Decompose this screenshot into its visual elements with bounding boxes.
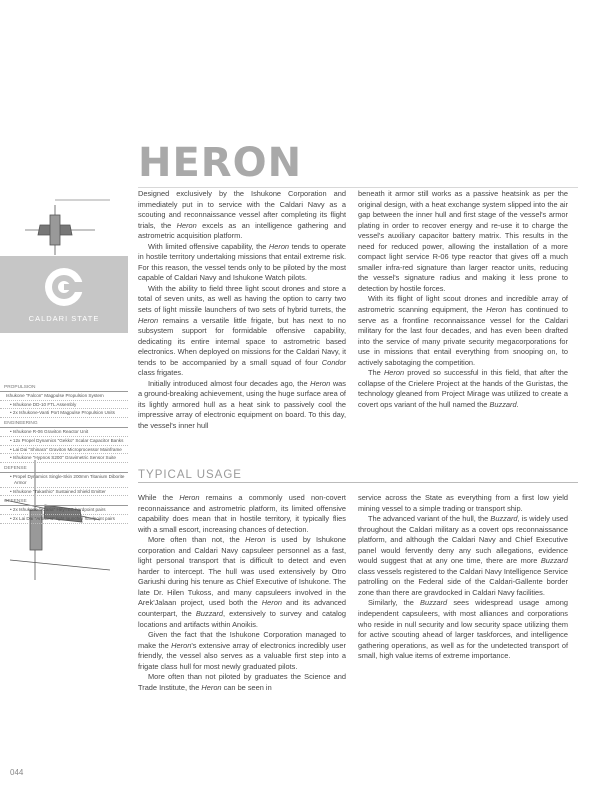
sidebar-section-heading: ENGINEERING — [0, 421, 128, 428]
sidebar-spec-item: • Ishukone "Hypnos S200" Gravimetric Sensor Suite — [0, 454, 128, 463]
sidebar-spec-item: • 2x Ishukone-Vanti Port Magpulse Propulsion Units — [0, 409, 128, 418]
intro-column-right — [358, 189, 568, 410]
paragraph: Similarly, the Buzzard sees widespread usage among independent capsuleers, with most alliances and corporations who reside in null security and low security space utilizing them for active scouting ahead of larger taskforces, and intelligence gathering operations, as well as for the undetected transport of small, high value items of extreme importance. — [358, 598, 568, 661]
paragraph: While the Heron remains a commonly used non-covert reconnaissance and astrometric platform, its limited offensive capability does mean that in hostile territory, it typically flies with a small escort, increasing chances of detection. — [138, 493, 346, 534]
usage-column-right — [358, 493, 568, 662]
heron-top-view — [25, 200, 110, 255]
paragraph: Initially introduced almost four decades ago, the Heron was a ground-breaking achievement, using the huge surface area of its lightly armored hull as a heat sink to passively cool the impressive array of electronic equipment on board. To this day, the vessel's inner hull — [138, 378, 346, 431]
faction-label: CALDARI STATE — [28, 314, 100, 323]
intro-column-left — [138, 189, 346, 432]
paragraph: beneath it armor still works as a passive heatsink as per the original design, with a heat exchange system slipped into the air gap between the inner hull and first stage of the vessel's armor plating in order to recover energy and re-use it to charge the vessel's auxiliary capacitor battery matrix. This results in the need for reduced power, allowing the installation of a more compact light service R-06 type reactor that gives off a much smaller infra-red signature than larger reactor units, reducing the vessel's signature radius and making it less prone to detection by hostile forces. — [358, 189, 568, 293]
sidebar-spec-item: • Ishukone R-06 Graviton Reactor Unit — [0, 428, 128, 437]
paragraph: More often than not, the Heron is used by Ishukone corporation and Caldari Navy capsuleer personnel as a fast, light personal transport that is difficult to detect and even harder to intercept. The hull was used extensively by Otro Gariushi during his tenure as Chief Executive of Ishukone. The late Dr. Hilen Tukoss, and many capsuleers involved in the Arek'Jalaan project, used both the Heron and its advanced counterpart, the Buzzard, extensively to survey and catalog locations and artifacts within Anoikis. — [138, 535, 347, 629]
paragraph: service across the State as everything from a first low yield mining vessel to a simple trading or transport ship. — [358, 493, 568, 513]
sidebar-spec-item: • Ishukone "Takashio" Sustained Shield Emitter — [0, 488, 128, 497]
usage-column-left — [138, 493, 346, 693]
sidebar-spec-item: • Lai Dai "Shinara" Graviton Microprocessor Mainframe — [0, 446, 128, 455]
paragraph: Designed exclusively by the Ishukone Corporation and immediately put in to service with the Caldari Navy as a scouting and reconnaissance vessel after completing its flight trials, the Heron excels as an intelligence gathering and astrometric acquisition platform. — [138, 189, 346, 241]
page-title: HERON — [138, 140, 303, 186]
paragraph: More often than not piloted by graduates the Science and Trade Institute, the Heron can be seen in — [138, 672, 346, 692]
sidebar-spec-item: • Propel Dynamics Single-Skin 200mm Titanium Diborite Armor — [0, 473, 128, 488]
ship-schematic — [0, 130, 130, 610]
paragraph: With limited offensive capability, the Heron tends to operate in hostile territory undertaking missions that entail extreme risk. For this reason, the vessel tends only to be piloted by the most capable of Caldari Navy and Ishukone Watch pilots. — [138, 241, 346, 283]
page-number: 044 — [10, 768, 24, 777]
paragraph: The Heron proved so successful in this field, that after the collapse of the Crielere Project at the hands of the Guristas, the technology gleaned from Project Mirage was utilized to create a covert ops variant of the hull named the Buzzard. — [358, 368, 568, 409]
sidebar-spec-item: • 2x Ishukone "Azaria" HeyTEC hardpoint pairs — [0, 506, 128, 515]
sidebar-spec-item: Ishukone "Falcon" Magpulse Propulsion System — [0, 392, 128, 401]
caldari-logo-icon — [0, 256, 128, 314]
sidebar-spec-item: • 12x Propel Dynamics "Gekko" Scalar Capacitor Banks — [0, 437, 128, 446]
section-heading: TYPICAL USAGE — [138, 469, 578, 483]
paragraph: With its flight of light scout drones and incredible array of astrometric scanning equipment, the Heron has continued to serve as a frontline reconnaissance vessel for the Caldari military for the last four decades, and has even been drafted into the service of many private security megacorporations for use in missions that entail everything from snooping on, to actively sabotaging the competition. — [358, 294, 568, 367]
sidebar-spec-item: • 2x Lai Dai "Arbalest" light launcher hardpoint pairs — [0, 515, 128, 524]
sidebar-section-heading: PROPULSION — [0, 385, 128, 392]
title-divider — [138, 187, 578, 188]
sidebar-section-heading: DEFENSE — [0, 466, 128, 473]
paragraph: With the ability to field three light scout drones and store a total of seven units, as well as having the option to carry two sets of light missile launchers of two sets of hybrid turrets, the Heron remains a versatile little frigate, but has next to no subsystem support for formidable offensive capability, dedicating its entire internal space to astrometric based electronics. When deployed on missions for the Caldari Navy, it tends to be accompanied by a small squad of four Condor class frigates. — [138, 283, 346, 378]
specs-sidebar — [0, 382, 128, 524]
paragraph: Given the fact that the Ishukone Corporation managed to make the Heron's extensive array of electronics incredibly user friendly, the vessel also serves as a valuable first step into a frigate class hull for most newly graduated pilots. — [138, 630, 347, 671]
sidebar-spec-item: • Ishukone DD-10 FTL Assembly — [0, 401, 128, 410]
paragraph: The advanced variant of the hull, the Buzzard, is widely used throughout the Caldari military as a covert ops reconnaissance platform, and although the Caldari Navy and Chief Executive panel would fervently deny any such allegations, evidence would suggest that at any one time, there are more Buzzard class vessels registered to the Caldari Navy Intelligence Service patrolling on the Federal side of the Caldari-Gallente border zone than there are gravdocked in Caldari Navy facilities. — [358, 514, 568, 597]
sidebar-section-heading: OFFENSE — [0, 499, 128, 506]
